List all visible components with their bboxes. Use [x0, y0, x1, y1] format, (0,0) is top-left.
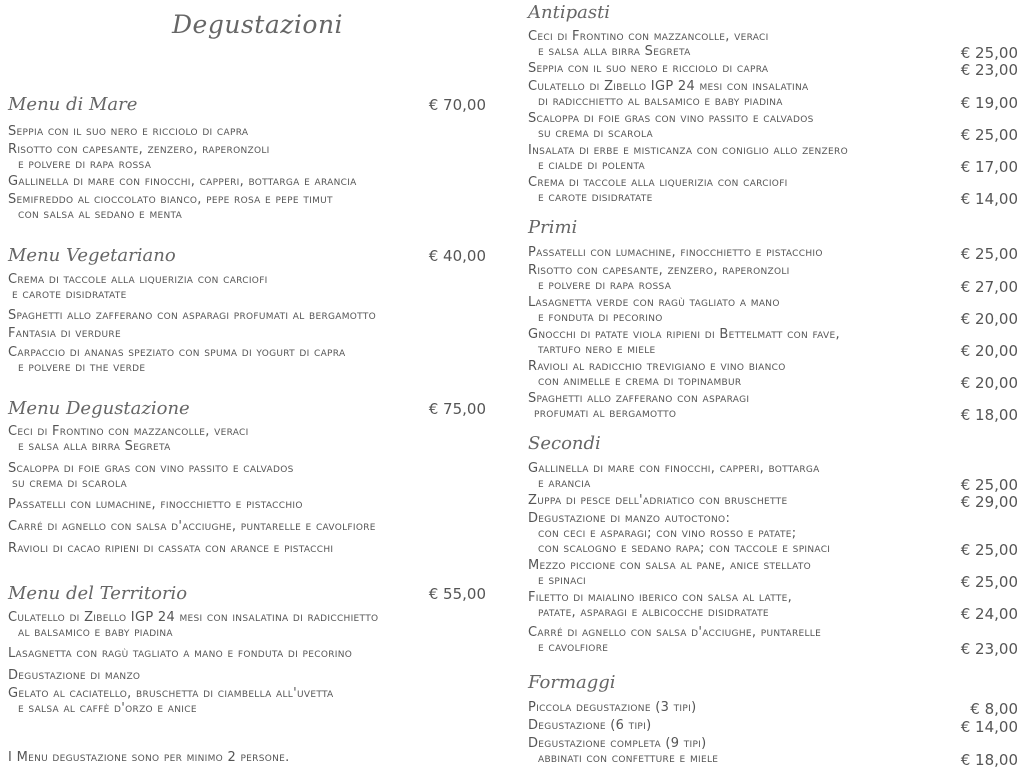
menu-vegetariano-header — [8, 245, 486, 269]
section-primi-heading: Primi — [528, 217, 578, 238]
menu-name: Menu di Mare — [8, 94, 138, 115]
menu-item: Gallinella di mare con finocchi, capperi, bottarga e arancia € 25,00 — [528, 461, 1018, 494]
item-price: € 24,00 — [960, 605, 1018, 623]
menu-item: Degustazione completa (9 tipi) abbinati con confetture e miele € 18,00 — [528, 736, 1018, 769]
menu-item: Spaghetti allo zafferano con asparagi profumati al bergamotto € 18,00 — [528, 391, 1018, 424]
menu-item: Gelato al caciatello, bruschetta di ciambella all'uvetta e salsa al caffè d'orzo e anice — [8, 686, 334, 716]
page-title: Degustazioni — [172, 10, 344, 39]
menu-item: Ceci di Frontino con mazzancolle, veraci e salsa alla birra Segreta — [8, 424, 249, 454]
menu-price: € 70,00 — [428, 96, 486, 114]
menu-item: Insalata di erbe e misticanza con coniglio allo zenzero e cialde di polenta € 17,00 — [528, 143, 1018, 176]
menu-item: Ravioli al radicchio trevigiano e vino bianco con animelle e crema di topinambur € 20,00 — [528, 359, 1018, 392]
menu-item: Risotto con capesante, zenzero, raperonzoli e polvere di rapa rossa — [8, 142, 270, 172]
minimum-persons-note: I Menu degustazione sono per minimo 2 persone. — [8, 750, 290, 765]
menu-territorio-header — [8, 583, 486, 607]
item-price: € 23,00 — [960, 640, 1018, 658]
menu-price: € 75,00 — [428, 400, 486, 418]
item-price: € 25,00 — [960, 476, 1018, 494]
menu-item: Seppia con il suo nero e ricciolo di capra € 23,00 — [528, 61, 1018, 79]
item-price: € 20,00 — [960, 374, 1018, 392]
menu-item: Scaloppa di foie gras con vino passito e calvados su crema di scarola € 25,00 — [528, 111, 1018, 144]
menu-item: Degustazione di manzo — [8, 668, 141, 683]
item-price: € 25,00 — [960, 541, 1018, 559]
menu-item: Filetto di maialino iberico con salsa al latte, patate, asparagi e albicocche disidratate € 24,00 — [528, 590, 1018, 623]
menu-item: Degustazione di manzo autoctono: con ceci e asparagi; con vino rosso e patate; con scalogno e sedano rapa; con taccole e spinaci € 25,00 — [528, 511, 1018, 559]
menu-price: € 40,00 — [428, 247, 486, 265]
menu-item: Carré di agnello con salsa d'acciughe, puntarelle e cavolfiore € 23,00 — [528, 625, 1018, 658]
menu-item: Piccola degustazione (3 tipi) € 8,00 — [528, 700, 1018, 718]
menu-name: Menu Vegetariano — [8, 245, 176, 266]
menu-item: Carré di agnello con salsa d'acciughe, puntarelle e cavolfiore — [8, 519, 376, 534]
item-price: € 25,00 — [960, 573, 1018, 591]
menu-item: Crema di taccole alla liquerizia con carciofi e carote disidratate € 14,00 — [528, 175, 1018, 208]
item-price: € 23,00 — [960, 61, 1018, 79]
item-price: € 17,00 — [960, 158, 1018, 176]
section-formaggi-heading: Formaggi — [528, 672, 616, 693]
menu-name: Menu Degustazione — [8, 398, 190, 419]
item-price: € 14,00 — [960, 718, 1018, 736]
menu-item: Ceci di Frontino con mazzancolle, veraci e salsa alla birra Segreta € 25,00 — [528, 29, 1018, 62]
item-price: € 14,00 — [960, 190, 1018, 208]
menu-item: Passatelli con lumachine, finocchietto e pistacchio € 25,00 — [528, 245, 1018, 263]
menu-item: Seppia con il suo nero e ricciolo di capra — [8, 124, 249, 139]
menu-item: Culatello di Zibello IGP 24 mesi con insalatina di radicchietto al balsamico e baby piadina € 19,00 — [528, 79, 1018, 112]
item-price: € 25,00 — [960, 245, 1018, 263]
section-antipasti-heading: Antipasti — [528, 2, 611, 23]
menu-item: Passatelli con lumachine, finocchietto e pistacchio — [8, 497, 303, 512]
menu-item: Zuppa di pesce dell'adriatico con bruschette € 29,00 — [528, 493, 1018, 511]
menu-item: Fantasia di verdure — [8, 326, 121, 341]
menu-item: Crema di taccole alla liquerizia con carciofi e carote disidratate — [8, 272, 268, 302]
menu-item: Degustazione (6 tipi) € 14,00 — [528, 718, 1018, 736]
menu-item: Ravioli di cacao ripieni di cassata con arance e pistacchi — [8, 541, 334, 556]
menu-mare-header — [8, 94, 486, 118]
item-price: € 25,00 — [960, 44, 1018, 62]
menu-item: Risotto con capesante, zenzero, raperonzoli e polvere di rapa rossa € 27,00 — [528, 263, 1018, 296]
item-price: € 19,00 — [960, 94, 1018, 112]
item-price: € 8,00 — [970, 700, 1018, 718]
item-price: € 27,00 — [960, 278, 1018, 296]
menu-item: Lasagnetta verde con ragù tagliato a mano e fonduta di pecorino € 20,00 — [528, 295, 1018, 328]
item-price: € 29,00 — [960, 493, 1018, 511]
item-price: € 18,00 — [960, 751, 1018, 769]
menu-item: Scaloppa di foie gras con vino passito e calvados su crema di scarola — [8, 461, 294, 491]
section-secondi-heading: Secondi — [528, 433, 601, 454]
menu-item: Carpaccio di ananas speziato con spuma di yogurt di capra e polvere di the verde — [8, 345, 346, 375]
menu-degustazione-header — [8, 398, 486, 422]
menu-price: € 55,00 — [428, 585, 486, 603]
menu-name: Menu del Territorio — [8, 583, 188, 604]
item-price: € 20,00 — [960, 310, 1018, 328]
menu-item: Semifreddo al cioccolato bianco, pepe rosa e pepe timut con salsa al sedano e menta — [8, 192, 333, 222]
menu-item: Gallinella di mare con finocchi, capperi, bottarga e arancia — [8, 174, 357, 189]
menu-item: Lasagnetta con ragù tagliato a mano e fonduta di pecorino — [8, 646, 353, 661]
menu-item: Gnocchi di patate viola ripieni di Bettelmatt con fave, tartufo nero e miele € 20,00 — [528, 327, 1018, 360]
item-price: € 25,00 — [960, 126, 1018, 144]
menu-item: Mezzo piccione con salsa al pane, anice stellato e spinaci € 25,00 — [528, 558, 1018, 591]
menu-item: Culatello di Zibello IGP 24 mesi con insalatina di radicchietto al balsamico e baby piadina — [8, 610, 379, 640]
item-price: € 20,00 — [960, 342, 1018, 360]
menu-item: Spaghetti allo zafferano con asparagi profumati al bergamotto — [8, 308, 377, 323]
item-price: € 18,00 — [960, 406, 1018, 424]
